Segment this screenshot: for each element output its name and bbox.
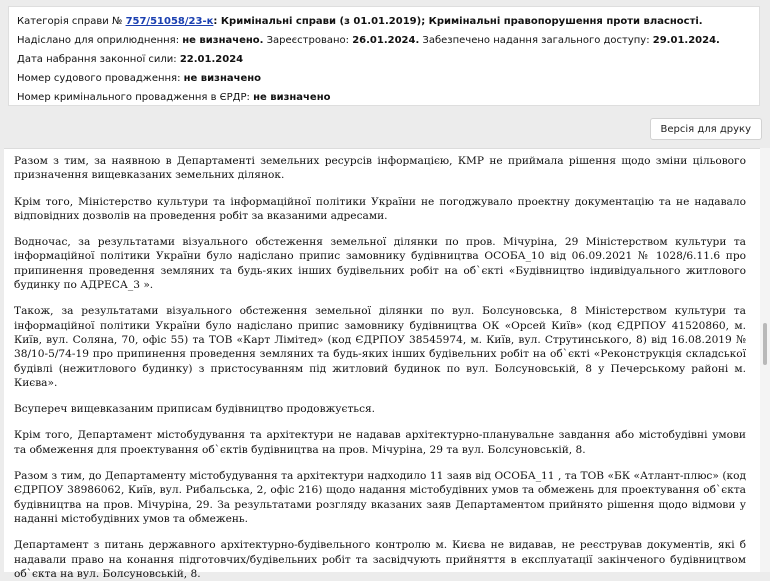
registered-value: 26.01.2024. [352,35,420,46]
print-version-button[interactable]: Версія для друку [650,118,762,140]
document-paragraph: Разом з тим, за наявною в Департаменті земельних ресурсів інформацією, КМР не приймала рішення щодо зміни цільового призначення вищевказаних земельних ділянок. [14,155,746,182]
document-scrollbar[interactable] [760,148,770,572]
document-paragraph: Крім того, Міністерство культури та інформаційної політики України не погоджувало проектну документацію та не надавало відповідних дозволів на проведення робіт за вказаними адресами. [14,195,746,222]
category-row [17,12,751,31]
erdr-row [17,88,751,107]
document-paragraph: Водночас, за результатами візуального обстеження земельної ділянки по пров. Мічуріна, 29 Міністерством культури та інформаційної політики України було надіслано припис замовнику будівництва ОСОБА_10 від 06.09.2021 № 1028/6.11.6 про припинення проведення земляних та будь-яких інших будівельних робіт на об`єкті «Будівництво індивідуального житлового будинку по АДРЕСА_3 ». [14,236,746,292]
court-proceeding-value: не визначено [183,73,262,84]
legal-force-value: 22.01.2024 [179,54,244,65]
erdr-value: не визначено [253,92,331,103]
registered-label: Зареєстровано: [263,35,353,46]
court-proceeding-label: Номер судового провадження: [17,73,184,84]
document-paragraph: Також, за результатами візуального обстеження земельної ділянки по вул. Болсуновська, 8 Міністерством культури та інформаційної політики України було надіслано припис замовнику будівництва ОК «Орсей Київ» (код ЄДРПОУ 41520860, м. Київ, вул. Соляна, 70, офіс 55) та ТОВ «Карт Лімітед» (код ЄДРПОУ 38545974, м. Київ, вул. Струтинського, 8) від 16.08.2019 № 38/10-5/74-19 про припинення проведення земляних та будь-яких інших будівельних робіт на об`єкті «Реконструкція складської будівлі (нежитлового будинку) з пристосуванням під житловий будинок по вул. Болсуновській, 8 у Печерському районі м. Києва». [14,305,746,389]
document-paragraph: Всупереч вищевказаним приписам будівництво продовжується. [14,403,376,416]
court-proceeding-row [17,69,751,88]
case-number-link[interactable]: 757/51058/23-к [125,16,214,27]
case-info-panel [8,6,760,106]
category-label: Категорія справи № [17,16,126,27]
document-text-panel [4,148,760,580]
scrollbar-thumb[interactable] [763,323,767,365]
sent-value: не визначено. [182,35,264,46]
document-paragraph: Департамент з питань державного архітектурно-будівельного контролю м. Києва не видавав, не реєстрував документів, які б надавали право на конання підготовчих/будівельних робіт та засвідчують прийняття в експлуатації закінченого будівництвом об`єкта на вул. Болсуновській, 8. [14,539,746,580]
category-value: : Кримінальні справи (з 01.01.2019); Кримінальні правопорушення проти власності. [213,16,703,27]
sent-label: Надіслано для оприлюднення: [17,35,183,46]
legal-force-row [17,50,751,69]
access-value: 29.01.2024. [652,35,720,46]
erdr-label: Номер кримінального провадження в ЄРДР: [17,92,254,103]
document-paragraph: Крім того, Департамент містобудування та архітектури не надавав архітектурно-планувальне завдання або містобудівні умови та обмеження для проектування об`єктів будівництва на пров. Мічуріна, 29 та вул. Болсуновській, 8. [14,429,746,456]
access-label: Забезпечено надання загального доступу: [419,35,653,46]
dates-row [17,31,751,50]
legal-force-label: Дата набрання законної сили: [17,54,180,65]
document-body [4,149,756,581]
document-paragraph: Разом з тим, до Департаменту містобудування та архітектури надходило 11 заяв від ОСОБА_11 , та ТОВ «БК «Атлант-плюс» (код ЄДРПОУ 38986062, Київ, вул. Рибальська, 2, офіс 216) щодо надання містобудівних умов та обмежень для проектування об`єкта будівництва на пров. Мічуріна, 29. За результатами розгляду вказаних заяв Департаментом прийнято рішення щодо відмови у наданні містобудівних умов та обмежень. [14,470,746,525]
